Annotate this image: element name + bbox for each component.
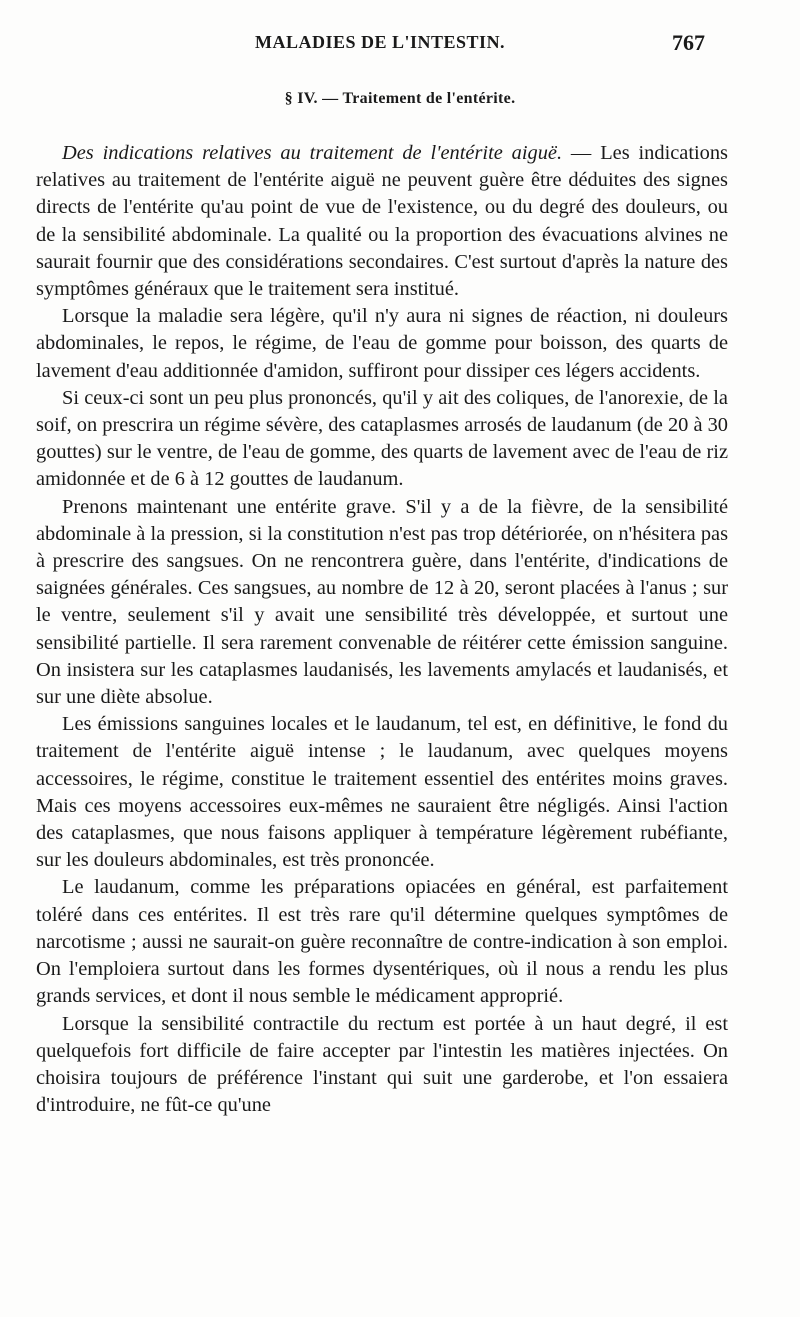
paragraph-text: Lorsque la maladie sera légère, qu'il n'y aura ni signes de réaction, ni douleurs abdominales, le repos, le régime, de l'eau de gomme pour boisson, des quarts de lavement d'eau additionnée d'amidon, suffiront pour dissiper ces légers accidents. xyxy=(36,305,728,382)
paragraph xyxy=(36,140,728,303)
paragraph xyxy=(36,1011,728,1120)
paragraph-lead: Des indications relatives au traitement de l'entérite aiguë. xyxy=(62,142,563,164)
paragraph xyxy=(36,874,728,1010)
running-title: MALADIES DE L'INTESTIN. xyxy=(255,32,506,52)
paragraph xyxy=(36,385,728,494)
paragraph-text: Lorsque la sensibilité contractile du rectum est portée à un haut degré, il est quelquefois fort difficile de faire accepter par l'intestin les matières injectées. On choisira toujours de préférence l'instant qui suit une garderobe, et l'on essaiera d'introduire, ne fût-ce qu'une xyxy=(36,1012,728,1117)
paragraph xyxy=(36,711,728,874)
paragraph xyxy=(36,494,728,712)
body-text xyxy=(36,140,728,1119)
paragraph-text: Prenons maintenant une entérite grave. S'il y a de la fièvre, de la sensibilité abdominale à la pression, si la constitution n'est pas trop détériorée, on n'hésitera pas à prescrire des sangsues. On ne rencontrera guère, dans l'entérite, d'indications de saignées générales. Ces sangsues, au nombre de 12 à 20, seront placées à l'anus ; sur le ventre, seulement s'il y avait une sensibilité très développée, et surtout une sensibilité partielle. Il sera rarement convenable de réitérer cette émission sanguine. On insistera sur les cataplasmes laudanisés, les lavements amylacés et laudanisés, et sur une diète absolue. xyxy=(36,495,728,709)
section-heading: § IV. — Traitement de l'entérite. xyxy=(284,90,516,107)
page-number: 767 xyxy=(672,30,705,55)
paragraph-text: Si ceux-ci sont un peu plus prononcés, qu'il y ait des coliques, de l'anorexie, de la soif, on prescrira un régime sévère, des cataplasmes arrosés de laudanum (de 20 à 30 gouttes) sur le ventre, de l'eau de gomme, des quarts de lavement avec de l'eau de riz amidonnée et de 6 à 12 gouttes de laudanum. xyxy=(36,386,728,491)
paragraph xyxy=(36,303,728,385)
paragraph-text: — Les indications relatives au traitement de l'entérite aiguë ne peuvent guère être déduites des signes directs de l'entérite qu'au point de vue de l'existence, ou du degré des douleurs, ou de la sensibilité abdominale. La qualité ou la proportion des évacuations alvines ne saurait fournir que des considérations secondaires. C'est surtout d'après la nature des symptômes généraux que le traitement sera institué. xyxy=(36,142,728,301)
paragraph-text: Le laudanum, comme les préparations opiacées en général, est parfaitement toléré dans ces entérites. Il est très rare qu'il détermine quelques symptômes de narcotisme ; aussi ne saurait-on guère reconnaître de contre-indication à son emploi. On l'emploiera surtout dans les formes dysentériques, où il nous a rendu les plus grands services, et dont il nous semble le médicament approprié. xyxy=(36,876,728,1008)
running-header xyxy=(0,30,800,56)
paragraph-text: Les émissions sanguines locales et le laudanum, tel est, en définitive, le fond du traitement de l'entérite aiguë intense ; le laudanum, avec quelques moyens accessoires, le régime, constitue le traitement essentiel des entérites moins graves. Mais ces moyens accessoires eux-mêmes ne sauraient être négligés. Ainsi l'action des cataplasmes, que nous faisons appliquer à température légèrement rubéfiante, sur les douleurs abdominales, est très prononcée. xyxy=(36,713,728,872)
